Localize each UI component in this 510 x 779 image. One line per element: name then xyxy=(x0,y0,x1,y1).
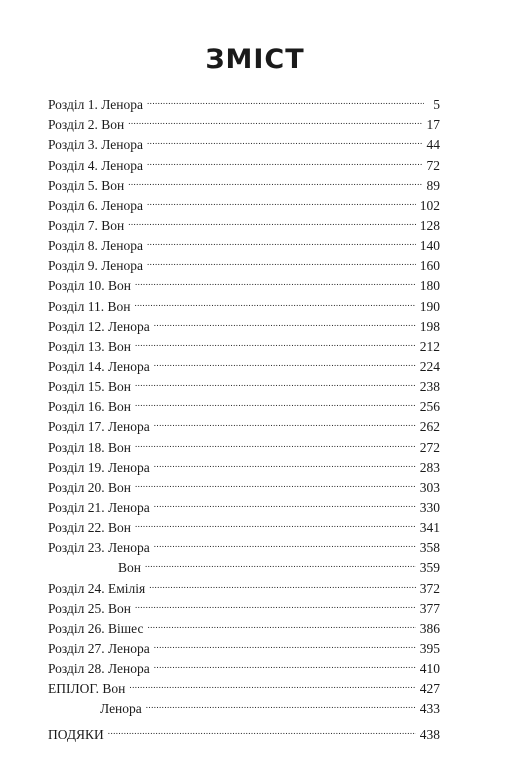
toc-entry-page-number: 283 xyxy=(419,459,440,475)
toc-entry-title: Розділ 19. Ленора xyxy=(48,459,150,475)
toc-entry-page-number: 377 xyxy=(419,600,440,616)
toc-entry-title: Розділ 2. Вон xyxy=(48,117,125,133)
toc-entry-title: Розділ 22. Вон xyxy=(48,520,131,536)
toc-entry-page-number: 17 xyxy=(426,117,440,133)
toc-entry-page-number: 386 xyxy=(419,620,440,636)
toc-entry-title: Розділ 26. Вішес xyxy=(48,620,144,636)
dot-leader xyxy=(147,250,416,270)
toc-entry-title: Розділ 9. Ленора xyxy=(48,258,144,274)
toc-entry-page-number: 89 xyxy=(426,177,440,193)
dot-leader xyxy=(154,311,416,331)
dot-leader xyxy=(135,391,416,411)
toc-entry-title: Ленора xyxy=(100,701,142,717)
toc-entry-page-number: 128 xyxy=(419,217,440,233)
dot-leader xyxy=(147,190,416,210)
toc-entry-page-number: 180 xyxy=(419,278,440,294)
toc-entry xyxy=(48,89,440,113)
toc-entry-title: Розділ 13. Вон xyxy=(48,338,131,354)
toc-entry-page-number: 427 xyxy=(419,681,440,697)
toc-entry-title: Розділ 24. Емілія xyxy=(48,580,146,596)
toc-entry-page-number: 212 xyxy=(419,338,440,354)
toc-entry-page-number: 44 xyxy=(426,137,440,153)
toc-entry-page-number: 438 xyxy=(419,726,440,742)
dot-leader xyxy=(146,693,416,713)
dot-leader xyxy=(128,170,422,190)
toc-entry-page-number: 410 xyxy=(419,661,440,677)
dot-leader xyxy=(135,593,416,613)
toc-entry-page-number: 102 xyxy=(419,197,440,213)
toc-entry-title: Розділ 7. Вон xyxy=(48,217,125,233)
dot-leader xyxy=(154,452,416,472)
dot-leader xyxy=(134,290,415,310)
dot-leader xyxy=(128,210,416,230)
toc-entry-title: Розділ 3. Ленора xyxy=(48,137,144,153)
dot-leader xyxy=(154,633,416,653)
toc-entry-title: Розділ 16. Вон xyxy=(48,399,131,415)
toc-entry-page-number: 433 xyxy=(419,701,440,717)
toc-entry-title: Розділ 5. Вон xyxy=(48,177,125,193)
toc-entry-title: Розділ 15. Вон xyxy=(48,379,131,395)
toc-entry-page-number: 358 xyxy=(419,540,440,556)
dot-leader xyxy=(135,512,416,532)
toc-entry-page-number: 160 xyxy=(419,258,440,274)
toc-entry-title: Розділ 12. Ленора xyxy=(48,318,150,334)
toc-entry-page-number: 224 xyxy=(419,358,440,374)
toc-entry-page-number: 198 xyxy=(419,318,440,334)
toc-entry-title: ПОДЯКИ xyxy=(48,726,104,742)
dot-leader xyxy=(147,613,415,633)
toc-entry-title: Розділ 1. Ленора xyxy=(48,97,144,113)
toc-entry-title: Розділ 8. Ленора xyxy=(48,238,144,254)
toc-entry-title: Розділ 20. Вон xyxy=(48,479,131,495)
toc-entry-title: Розділ 14. Ленора xyxy=(48,358,150,374)
toc-entry-page-number: 256 xyxy=(419,399,440,415)
toc-entry xyxy=(48,718,440,742)
table-of-contents xyxy=(48,89,440,742)
toc-entry-title: Розділ 10. Вон xyxy=(48,278,131,294)
dot-leader xyxy=(154,492,416,512)
toc-entry-title: ЕПІЛОГ. Вон xyxy=(48,681,126,697)
dot-leader xyxy=(135,270,416,290)
dot-leader xyxy=(154,653,416,673)
dot-leader xyxy=(135,331,416,351)
dot-leader xyxy=(149,572,416,592)
toc-entry-title: Розділ 25. Вон xyxy=(48,600,131,616)
dot-leader xyxy=(129,673,415,693)
dot-leader xyxy=(147,129,422,149)
toc-entry-title: Розділ 4. Ленора xyxy=(48,157,144,173)
dot-leader xyxy=(135,472,416,492)
toc-entry-page-number: 272 xyxy=(419,439,440,455)
dot-leader xyxy=(135,371,416,391)
toc-entry-page-number: 262 xyxy=(419,419,440,435)
toc-entry-page-number: 359 xyxy=(419,560,440,576)
toc-entry-page-number: 372 xyxy=(419,580,440,596)
toc-entry-page-number: 190 xyxy=(419,298,440,314)
dot-leader xyxy=(147,149,422,169)
dot-leader xyxy=(154,351,416,371)
dot-leader xyxy=(147,89,424,109)
page-title: ЗМІСТ xyxy=(205,44,305,75)
toc-entry-title: Розділ 27. Ленора xyxy=(48,640,150,656)
toc-entry-page-number: 5 xyxy=(433,97,440,113)
toc-entry-page-number: 330 xyxy=(419,499,440,515)
toc-entry-title: Розділ 18. Вон xyxy=(48,439,131,455)
toc-entry-title: Розділ 6. Ленора xyxy=(48,197,144,213)
toc-entry-title: Розділ 28. Ленора xyxy=(48,661,150,677)
toc-entry-page-number: 140 xyxy=(419,238,440,254)
dot-leader xyxy=(154,411,416,431)
toc-entry-title: Вон xyxy=(118,560,141,576)
toc-entry-title: Розділ 21. Ленора xyxy=(48,499,150,515)
toc-entry-page-number: 341 xyxy=(419,520,440,536)
dot-leader xyxy=(128,109,422,129)
toc-entry-title: Розділ 17. Ленора xyxy=(48,419,150,435)
toc-entry-page-number: 238 xyxy=(419,379,440,395)
toc-entry-page-number: 303 xyxy=(419,479,440,495)
toc-entry-page-number: 72 xyxy=(426,157,440,173)
dot-leader xyxy=(154,532,416,552)
dot-leader xyxy=(145,552,416,572)
toc-entry-title: Розділ 11. Вон xyxy=(48,298,131,314)
toc-entry-page-number: 395 xyxy=(419,640,440,656)
dot-leader xyxy=(108,718,416,738)
dot-leader xyxy=(147,230,416,250)
dot-leader xyxy=(135,431,416,451)
toc-entry-title: Розділ 23. Ленора xyxy=(48,540,150,556)
